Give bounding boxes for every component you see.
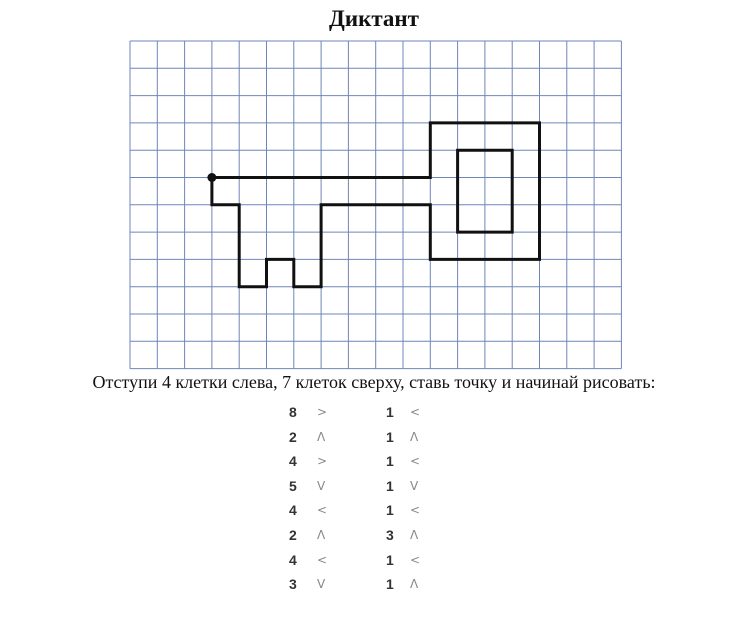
arrow-left-icon: < (410, 552, 421, 567)
arrow-up-icon: Λ (410, 429, 419, 444)
arrow-right-icon: > (317, 454, 328, 469)
step-count: 1 (386, 477, 394, 494)
step-count: 1 (386, 551, 394, 568)
arrow-up-icon: Λ (317, 429, 326, 444)
step-count: 1 (386, 428, 394, 445)
step-count: 4 (289, 453, 297, 470)
step-count: 1 (386, 502, 394, 519)
arrow-left-icon: < (410, 503, 421, 518)
arrow-up-icon: Λ (317, 528, 326, 542)
step-count: 1 (386, 576, 394, 593)
arrow-up-icon: Λ (410, 528, 419, 542)
step-count: 4 (289, 551, 297, 568)
step-count: 2 (289, 527, 297, 543)
step-count: 3 (386, 527, 394, 543)
step-count: 5 (289, 477, 297, 494)
arrow-down-icon: V (410, 478, 419, 493)
step-count: 1 (386, 404, 394, 420)
arrow-left-icon: < (317, 503, 328, 518)
arrow-left-icon: < (410, 454, 421, 469)
arrow-left-icon: < (410, 405, 421, 419)
step-count: 2 (289, 428, 297, 445)
step-count: 8 (289, 404, 297, 420)
step-count: 4 (289, 502, 297, 519)
instruction-text: Отступи 4 клетки слева, 7 клеток сверху, ставь точку и начинай рисовать: (92, 372, 656, 392)
arrow-right-icon: > (317, 405, 328, 419)
step-count: 3 (289, 576, 297, 593)
arrow-left-icon: < (317, 552, 328, 567)
arrow-up-icon: Λ (410, 577, 419, 592)
arrow-down-icon: V (317, 478, 326, 493)
step-count: 1 (386, 453, 394, 470)
page-title: Диктант (329, 6, 419, 31)
arrow-down-icon: V (317, 577, 326, 592)
